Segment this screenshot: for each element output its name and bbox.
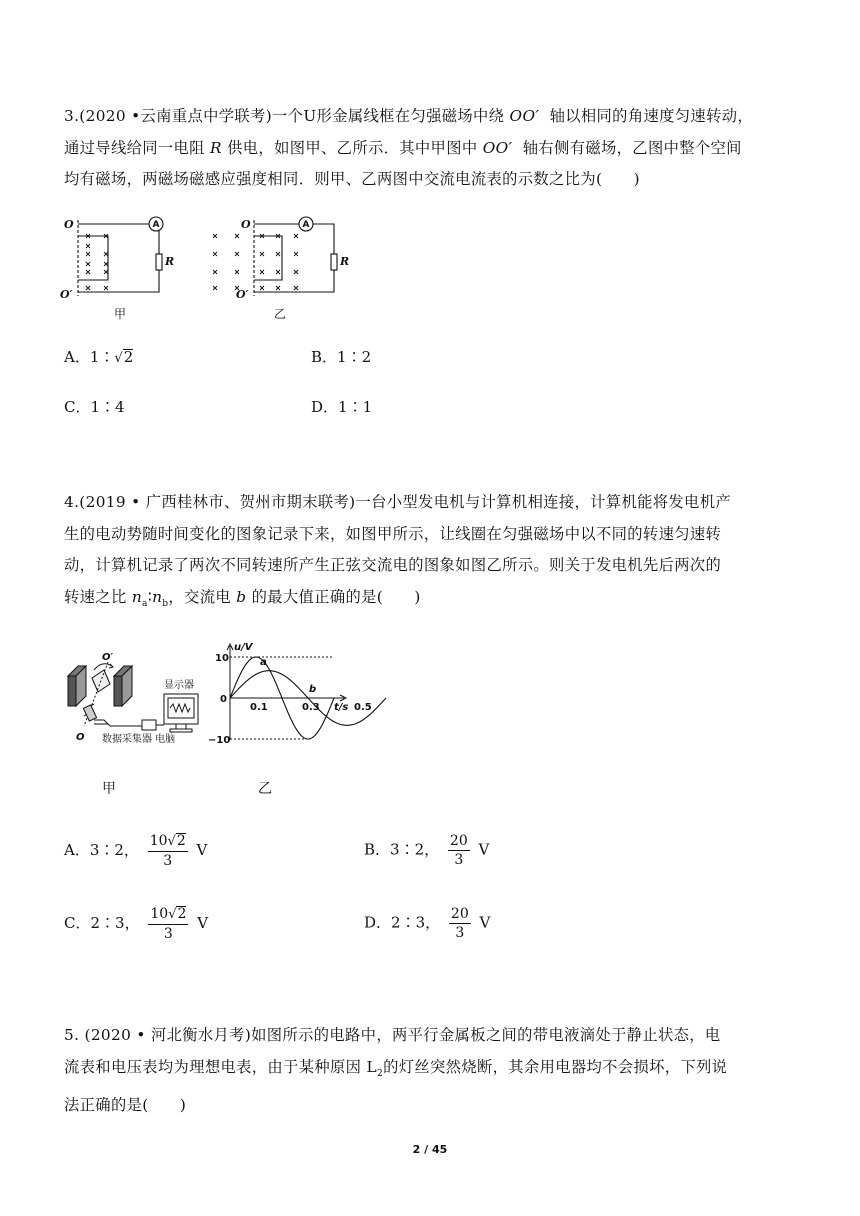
y-tick-zero: 0: [220, 694, 227, 705]
magnet-left-body: [68, 676, 76, 706]
y-axis-label: u/V: [234, 642, 253, 653]
q4-line-4: 转速之比 $n_a∶n_b$，交流电 b 的最大值正确的是( ): [64, 587, 421, 609]
collector-computer-label: 数据采集器 电脑: [102, 734, 176, 745]
rf-jia-field: [86, 234, 108, 290]
q5-line-3: 法正确的是( ): [64, 1096, 187, 1115]
x-tick-label: 0.5: [354, 702, 372, 713]
q4-caption-yi: 乙: [258, 781, 272, 797]
q4-option-b[interactable]: B．3∶2， $\frac{20}{3}$ V: [364, 833, 490, 868]
cable: [94, 720, 142, 726]
rotation-arrow: [94, 664, 112, 670]
series-a-label: a: [260, 657, 267, 668]
q4-option-c[interactable]: C．2∶3， $\frac{10√2}{3}$ V: [64, 906, 209, 942]
q4-apparatus-figure: [62, 648, 222, 746]
page-number: 2 / 45: [412, 1143, 448, 1156]
yi-o-top-label: O: [241, 218, 251, 231]
data-collector: [142, 720, 156, 730]
magnet-right-body: [114, 676, 122, 706]
jia-o-bot-label: O′: [60, 288, 73, 301]
yi-o-bot-label: O′: [236, 288, 249, 301]
q3-line-1: 3.(2020 •云南重点中学联考)一个U形金属线框在匀强磁场中绕 OO′ 轴以相同的角速度匀速转动，: [64, 107, 754, 125]
rf-jia-outer: [78, 224, 163, 292]
x-tick-label: 0.3: [302, 702, 320, 713]
rf-yi-resistor: [331, 254, 337, 270]
q4-stem: [64, 487, 804, 620]
rf-yi-field: [213, 234, 298, 290]
q4-caption-jia: 甲: [102, 781, 116, 797]
apparatus-o: O: [76, 732, 85, 743]
q3-option-b[interactable]: B．1∶2: [311, 348, 372, 366]
rf-yi-coil: [254, 236, 282, 280]
y-tick-bottom: −10: [208, 735, 231, 746]
q4-line-2: 生的电动势随时间变化的图象记录下来，如图甲所示，让线圈在匀强磁场中以不同的转速匀速转: [64, 524, 722, 543]
q3-fig-real-final: [60, 212, 360, 327]
q3-option-d[interactable]: D．1∶1: [311, 398, 373, 416]
yi-r-label: R: [340, 255, 350, 268]
jia-caption: 甲: [113, 307, 127, 321]
q4-line-1: 4.(2019 • 广西桂林市、贺州市期末联考)一台小型发电机与计算机相连接，计算机能将发电机产: [64, 493, 731, 511]
x-tick-label: 0.1: [250, 702, 268, 713]
q4-chart: [204, 640, 372, 750]
q4-option-d[interactable]: D．2∶3， $\frac{20}{3}$ V: [364, 906, 491, 941]
jia-o-top-label: O: [64, 218, 74, 231]
q4-option-a[interactable]: A．3∶2， $\frac{10√2}{3}$ V: [64, 833, 208, 869]
series-b-label: b: [309, 683, 317, 695]
rf-jia-coil: [78, 236, 108, 280]
x-axis-label: t/s: [334, 702, 349, 713]
q5-stem: [64, 1020, 804, 1122]
q3-line-3: 均有磁场，两磁场磁感应强度相同．则甲、乙两图中交流电流表的示数之比为( ): [64, 170, 640, 188]
y-tick-top: 10: [215, 653, 229, 664]
yi-ammeter-label: A: [302, 220, 310, 230]
q5-line-2: 流表和电压表均为理想电表，由于某种原因 $L_2$的灯丝突然烧断，其余用电器均不会损坏，下列说: [64, 1057, 728, 1079]
rf-jia-resistor: [156, 254, 162, 270]
jia-ammeter-label: A: [152, 220, 160, 230]
q3-option-a[interactable]: A．1∶√2: [64, 348, 134, 366]
q3-option-c[interactable]: C．1∶4: [64, 398, 125, 416]
q3-stem: [64, 101, 804, 196]
apparatus-o-prime: O′: [102, 652, 114, 663]
q5-line-1: 5. (2020 • 河北衡水月考)如图所示的电路中，两平行金属板之间的带电液滴处于静止状态，电: [64, 1026, 721, 1044]
jia-r-label: R: [165, 255, 175, 268]
display-label: 显示器: [164, 680, 194, 691]
q3-line-2: 通过导线给同一电阻 R 供电，如图甲、乙所示．其中甲图中 OO′ 轴右侧有磁场，乙图中整个空间: [64, 138, 742, 157]
yi-caption: 乙: [273, 307, 287, 321]
q4-line-3: 动，计算机记录了两次不同转速所产生正弦交流电的图象如图乙所示。则关于发电机先后两次的: [64, 556, 722, 574]
